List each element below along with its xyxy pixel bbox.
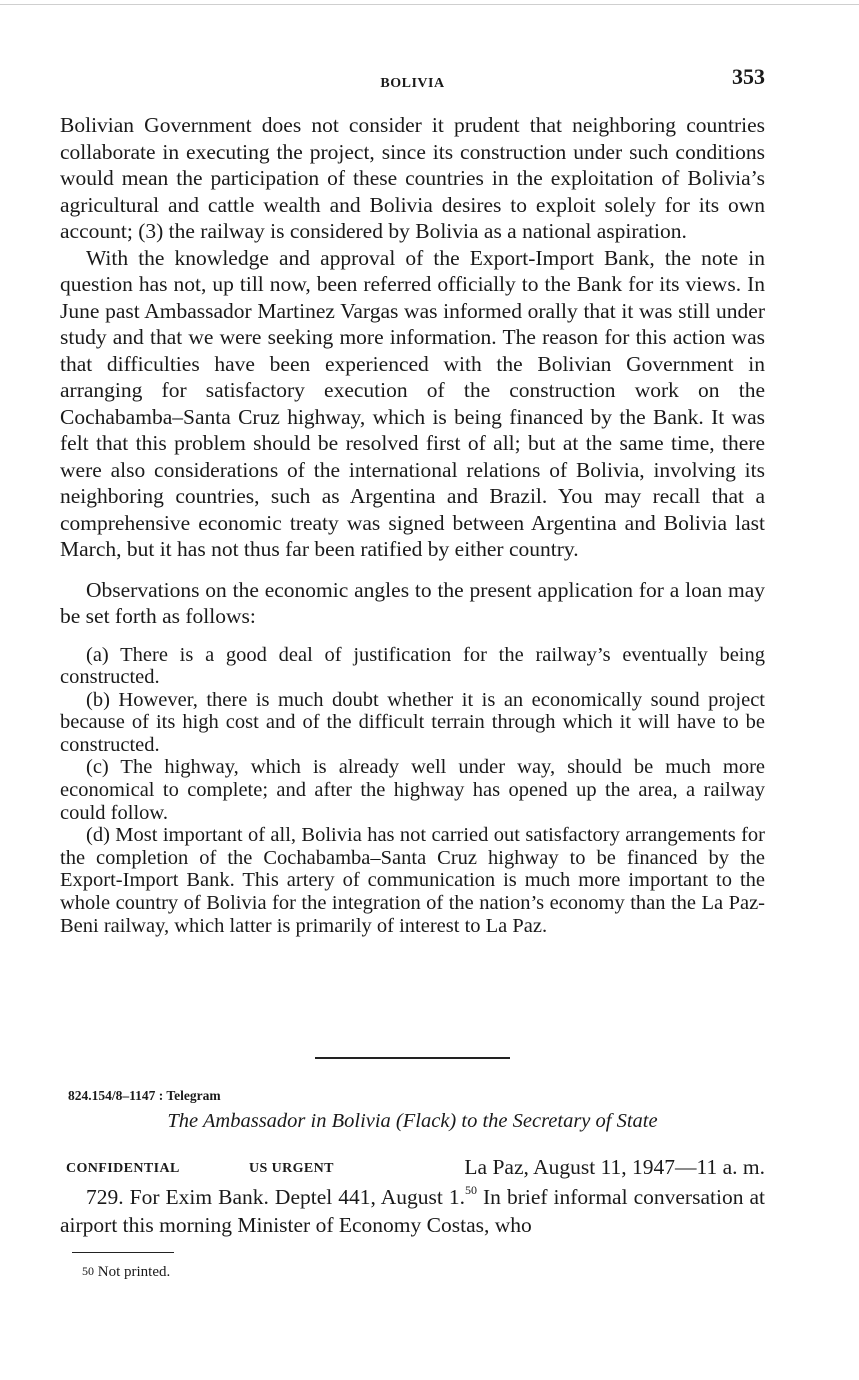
list-item: (b) However, there is much doubt whether it is an economically sound project because of its high cost and of the difficult terrain through which it will have to be constructed. xyxy=(60,688,765,756)
observations-list xyxy=(60,644,765,938)
priority: US URGENT xyxy=(249,1161,334,1176)
document-title: The Ambassador in Bolivia (Flack) to the Secretary of State xyxy=(167,1110,658,1132)
page-number: 353 xyxy=(732,64,765,89)
paragraph-continuation: Bolivian Government does not consider it prudent that neighboring countries collaborate in executing the project, since its construction under such conditions would mean the participation of these countries in the exploitation of Bolivia’s agricultural and cattle wealth and Bolivia desires to exploit solely for its own account; (3) the railway is considered by Bolivia as a national aspiration. xyxy=(60,113,765,243)
paragraph: With the knowledge and approval of the Export-Import Bank, the note in question has not, up till now, been referred officially to the Bank for its views. In June past Ambassador Martinez Vargas was informed orally that it was still under study and that we were seeking more information. The reason for this action was that difficulties have been experienced with the Bolivian Government in arranging for satisfactory execution of the construction work on the Cochabamba–Santa Cruz highway, which is being financed by the Bank. It was felt that this problem should be resolved first of all; but at the same time, there were also considerations of the international relations of Bolivia, involving its neighboring countries, such as Argentina and Brazil. You may recall that a comprehensive economic treaty was signed between Argentina and Bolivia last March, but it has not thus far been ratified by either country. xyxy=(60,245,765,561)
section-divider xyxy=(315,1057,510,1059)
paragraph: Observations on the economic angles to the present application for a loan may be set forth as follows: xyxy=(60,577,765,628)
footnote-number: 50 xyxy=(82,1264,94,1278)
list-item: (c) The highway, which is already well under way, should be much more economical to complete; and after the highway has opened up the area, a railway could follow. xyxy=(60,756,765,824)
list-item: (d) Most important of all, Bolivia has not carried out satisfactory arrangements for the completion of the Cochabamba–Santa Cruz highway to be financed by the Export-Import Bank. This artery of communication is much more important to the whole country of Bolivia for the integration of the nation’s economy than the La Paz-Beni railway, which latter is primarily of interest to La Paz. xyxy=(60,824,765,937)
footnote-rule xyxy=(72,1252,174,1253)
footnote-marker: 50 xyxy=(464,1183,477,1197)
footnote-text: Not printed. xyxy=(97,1264,171,1280)
top-edge-line xyxy=(0,4,859,5)
telegram-text-start: 729. For Exim Bank. Deptel 441, August 1. xyxy=(86,1185,465,1209)
place-date: La Paz, August 11, 1947—11 a. m. xyxy=(464,1155,765,1179)
body-text xyxy=(60,112,765,937)
page-header xyxy=(60,64,765,94)
file-reference: 824.154/8–1147 : Telegram xyxy=(68,1088,221,1103)
list-item: (a) There is a good deal of justification for the railway’s eventually being constructed. xyxy=(60,643,765,689)
telegram-paragraph xyxy=(60,1183,765,1239)
footnote xyxy=(82,1264,170,1281)
dateline xyxy=(66,1155,765,1183)
running-head: BOLIVIA xyxy=(380,76,445,91)
classification: CONFIDENTIAL xyxy=(66,1161,180,1176)
telegram-body xyxy=(60,1183,765,1239)
telegram-text-continued: In brief informal conversation at airport this morning Minister of Economy Costas, who xyxy=(60,1185,765,1237)
